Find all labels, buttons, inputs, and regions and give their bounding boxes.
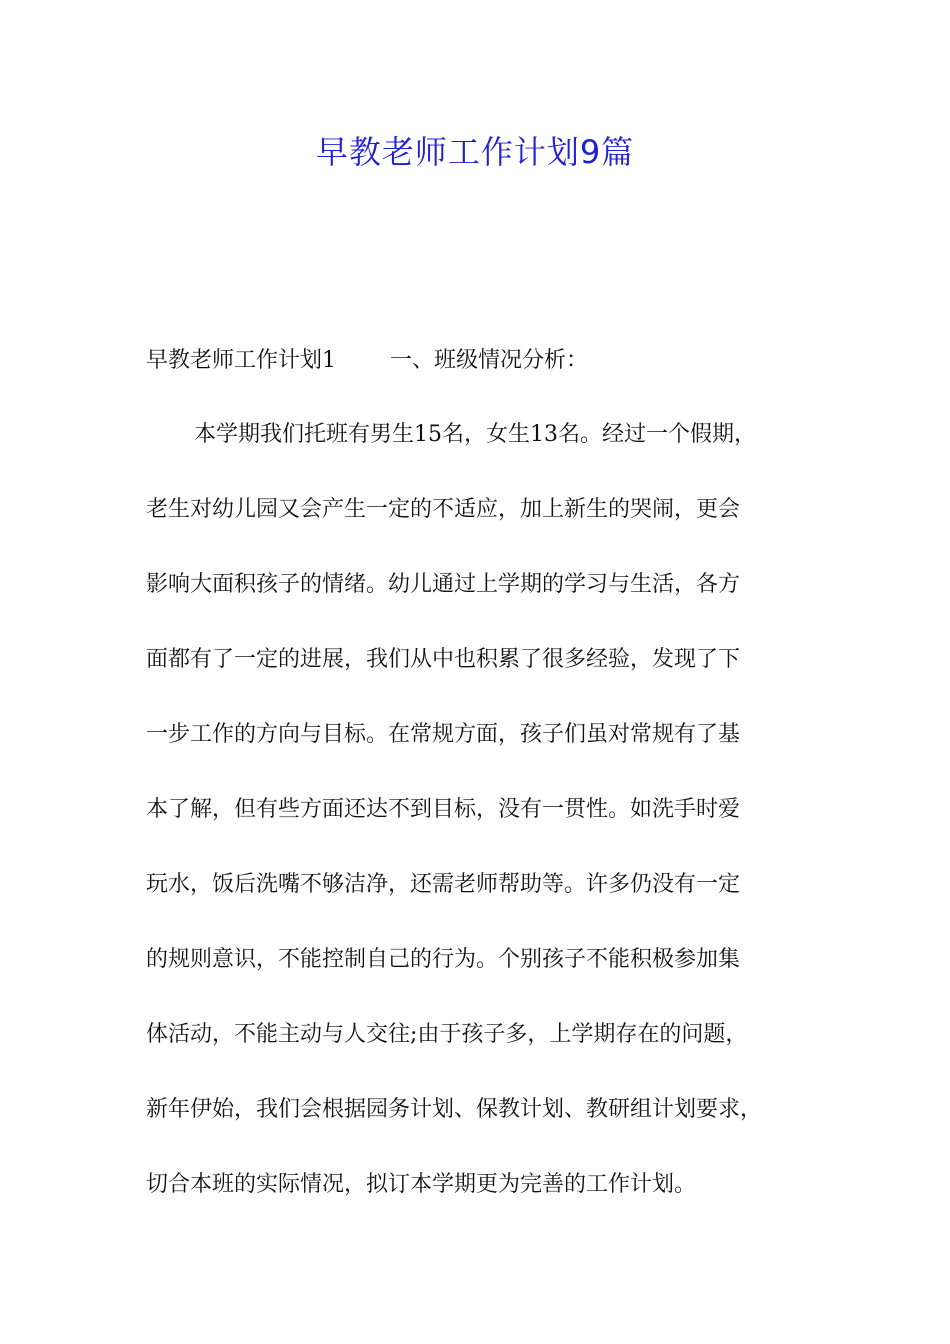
paragraph-line: 本了解，但有些方面还达不到目标，没有一贯性。如洗手时爱 <box>146 797 741 822</box>
paragraph-line: 一步工作的方向与目标。在常规方面，孩子们虽对常规有了基 <box>146 722 741 747</box>
paragraph-line: 玩水，饭后洗嘴不够洁净，还需老师帮助等。许多仍没有一定 <box>146 872 741 897</box>
paragraph-line: 本学期我们托班有男生15名，女生13名。经过一个假期， <box>194 422 756 447</box>
paragraph-line: 的规则意识，不能控制自己的行为。个别孩子不能积极参加集 <box>146 947 741 972</box>
section-heading-line <box>146 344 588 378</box>
paragraph-line: 老生对幼儿园又会产生一定的不适应，加上新生的哭闹，更会 <box>146 497 741 522</box>
section-heading: 早教老师工作计划1 <box>146 348 336 373</box>
paragraph-line: 切合本班的实际情况，拟订本学期更为完善的工作计划。 <box>146 1172 697 1197</box>
body-paragraph <box>146 418 846 1243</box>
paragraph-line: 影响大面积孩子的情绪。幼儿通过上学期的学习与生活，各方 <box>146 572 741 597</box>
paragraph-line: 新年伊始，我们会根据园务计划、保教计划、教研组计划要求， <box>146 1097 763 1122</box>
paragraph-line: 体活动，不能主动与人交往;由于孩子多，上学期存在的问题， <box>146 1022 748 1047</box>
paragraph-line: 面都有了一定的进展，我们从中也积累了很多经验，发现了下 <box>146 647 741 672</box>
document-title: 早教老师工作计划9篇 <box>315 133 635 171</box>
section-subheading: 一、班级情况分析： <box>390 348 589 373</box>
